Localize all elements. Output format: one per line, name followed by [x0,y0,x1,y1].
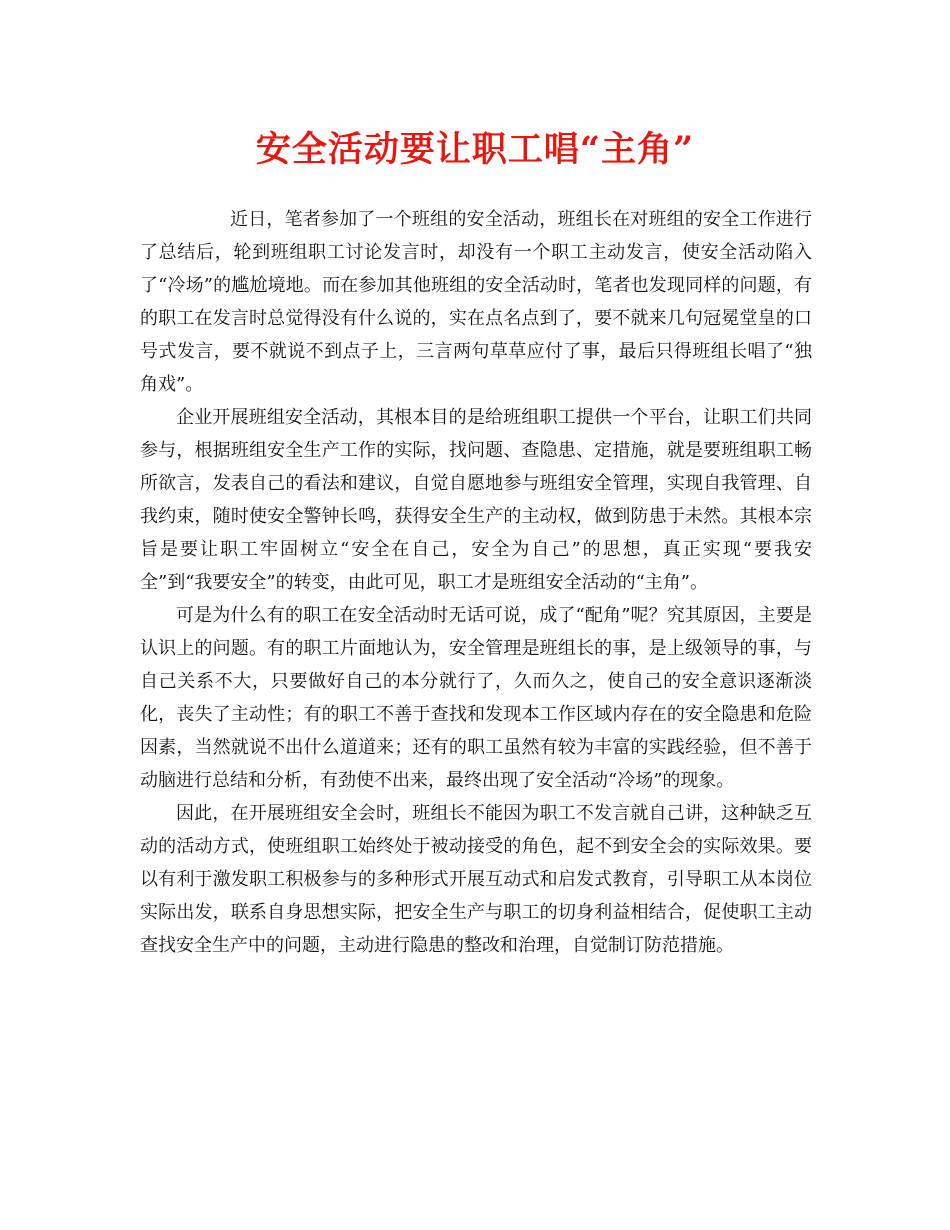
document-body [140,203,812,962]
paragraph-1: 近日，笔者参加了一个班组的安全活动，班组长在对班组的安全工作进行了总结后，轮到班组职工讨论发言时，却没有一个职工主动发言，使安全活动陷入了“冷场”的尴尬境地。而在参加其他班组的安全活动时，笔者也发现同样的问题，有的职工在发言时总觉得没有什么说的，实在点名点到了，要不就来几句冠冕堂皇的口号式发言，要不就说不到点子上，三言两句草草应付了事，最后只得班组长唱了“独角戏”。 [140,209,812,395]
paragraph-3: 可是为什么有的职工在安全活动时无话可说，成了“配角”呢？究其原因，主要是认识上的问题。有的职工片面地认为，安全管理是班组长的事，是上级领导的事，与自己关系不大，只要做好自己的本分就行了，久而久之，使自己的安全意识逐渐淡化，丧失了主动性；有的职工不善于查找和发现本工作区域内存在的安全隐患和危险因素，当然就说不出什么道道来；还有的职工虽然有较为丰富的实践经验，但不善于动脑进行总结和分析，有劲使不出来，最终出现了安全活动“冷场”的现象。 [140,605,812,791]
document-title: 安全活动要让职工唱“主角” [255,129,695,170]
paragraph-2: 企业开展班组安全活动，其根本目的是给班组职工提供一个平台，让职工们共同参与，根据班组安全生产工作的实际，找问题、查隐患、定措施，就是要班组职工畅所欲言，发表自己的看法和建议，自觉自愿地参与班组安全管理，实现自我管理、自我约束，随时使安全警钟长鸣，获得安全生产的主动权，做到防患于未然。其根本宗旨是要让职工牢固树立“安全在自己，安全为自己”的思想，真正实现“要我安全”到“我要安全”的转变，由此可见，职工才是班组安全活动的“主角”。 [140,407,812,593]
paragraph-4: 因此，在开展班组安全会时，班组长不能因为职工不发言就自己讲，这种缺乏互动的活动方式，使班组职工始终处于被动接受的角色，起不到安全会的实际效果。要以有利于激发职工积极参与的多种形式开展互动式和启发式教育，引导职工从本岗位实际出发，联系自身思想实际，把安全生产与职工的切身利益相结合，促使职工主动查找安全生产中的问题，主动进行隐患的整改和治理，自觉制订防范措施。 [140,803,812,956]
